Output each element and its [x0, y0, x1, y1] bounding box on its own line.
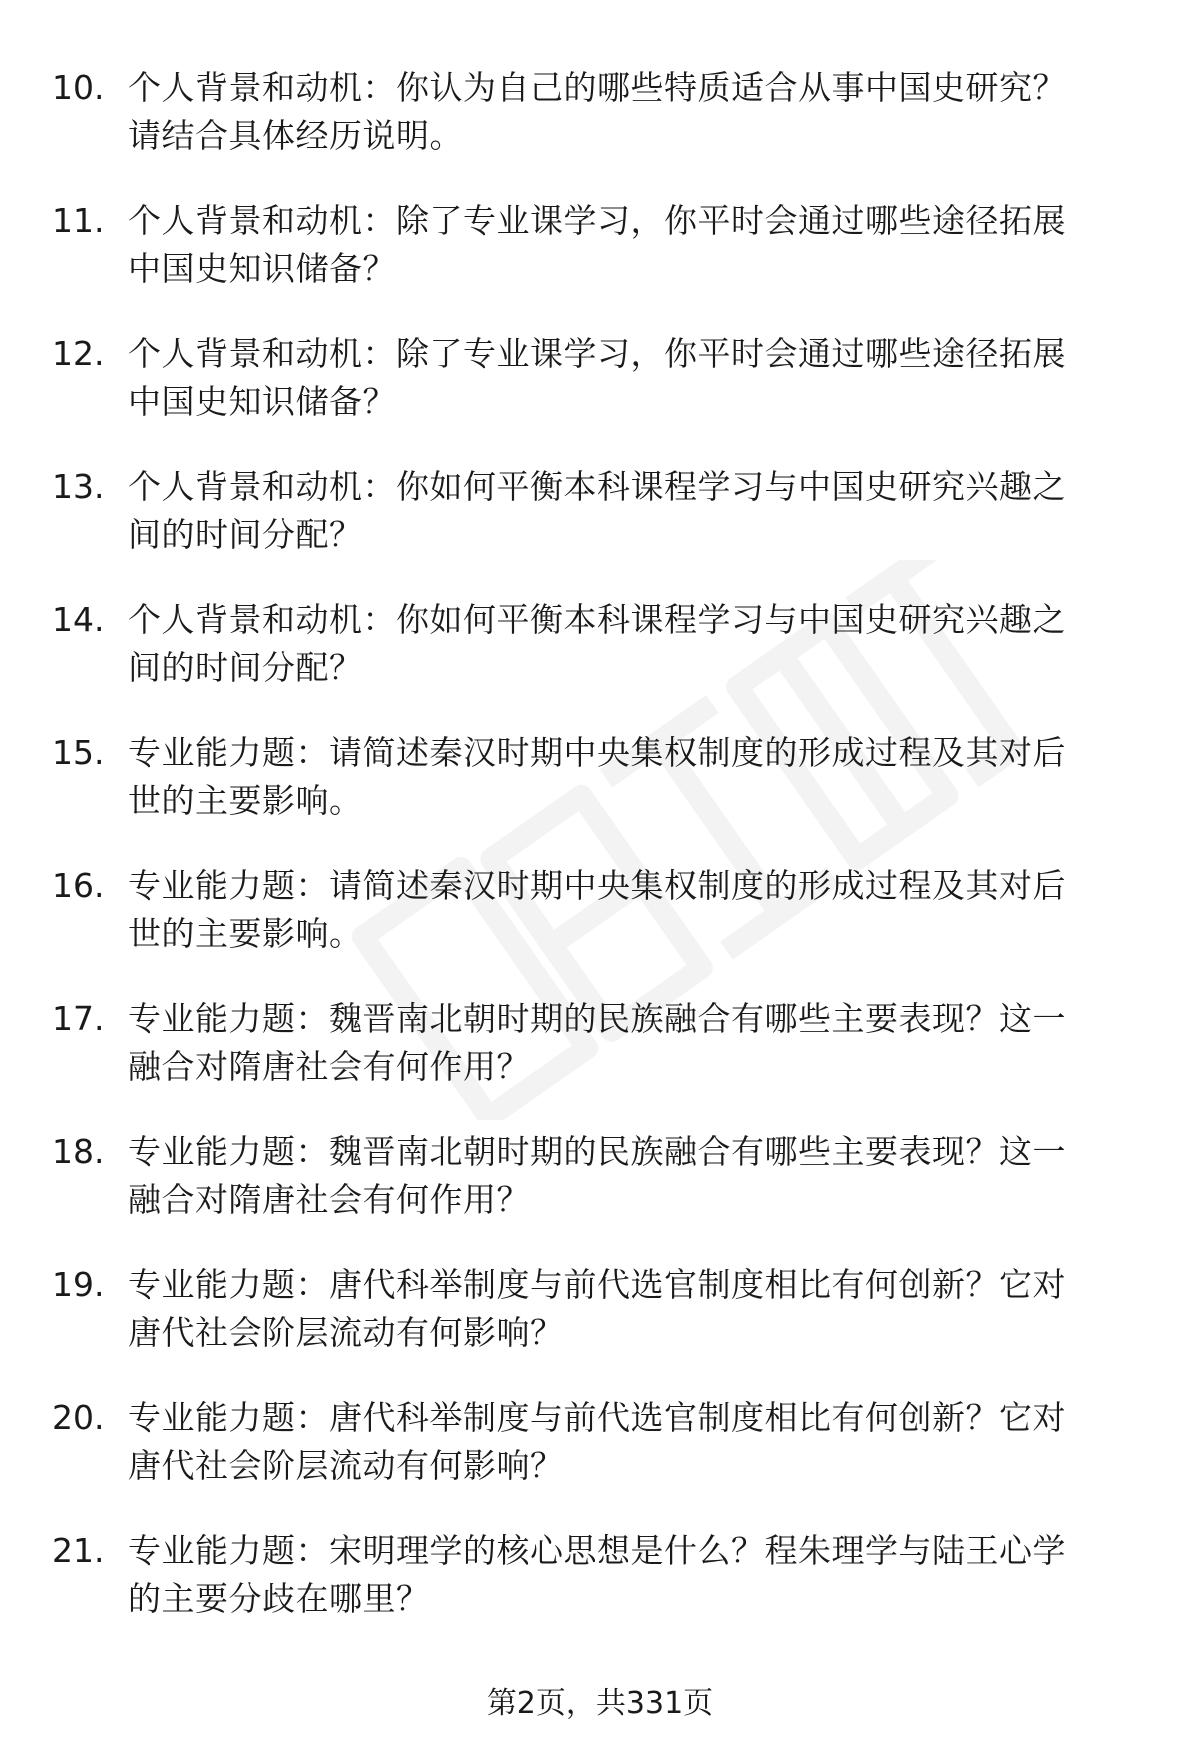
question-item: [52, 463, 1142, 596]
question-text-line: 专业能力题：魏晋南北朝时期的民族融合有哪些主要表现？这一: [128, 999, 1066, 1038]
question-item: [52, 64, 1142, 197]
question-text: [128, 995, 1140, 1091]
question-number: 21.: [52, 1531, 105, 1570]
question-number: 12.: [52, 334, 105, 373]
question-text-line: 世的主要影响。: [128, 914, 363, 953]
question-text: [128, 197, 1140, 293]
question-text-line: 专业能力题：魏晋南北朝时期的民族融合有哪些主要表现？这一: [128, 1132, 1066, 1171]
question-number: 16.: [52, 866, 105, 905]
question-text-line: 间的时间分配？: [128, 648, 363, 687]
question-number: 15.: [52, 733, 105, 772]
question-item: [52, 1394, 1142, 1527]
question-text-line: 专业能力题：唐代科举制度与前代选官制度相比有何创新？它对: [128, 1265, 1066, 1304]
question-number: 10.: [52, 68, 105, 107]
question-text-line: 个人背景和动机：除了专业课学习，你平时会通过哪些途径拓展: [128, 334, 1066, 373]
question-text-line: 中国史知识储备？: [128, 249, 396, 288]
question-text: [128, 596, 1140, 692]
question-list: [52, 64, 1142, 1660]
question-text: [128, 330, 1140, 426]
question-number: 20.: [52, 1398, 105, 1437]
question-item: [52, 1261, 1142, 1394]
question-text-line: 世的主要影响。: [128, 781, 363, 820]
question-number: 11.: [52, 201, 105, 240]
question-item: [52, 729, 1142, 862]
question-text-line: 专业能力题：唐代科举制度与前代选官制度相比有何创新？它对: [128, 1398, 1066, 1437]
question-text: [128, 64, 1140, 160]
question-number: 18.: [52, 1132, 105, 1171]
question-text-line: 融合对隋唐社会有何作用？: [128, 1180, 530, 1219]
question-number: 17.: [52, 999, 105, 1038]
question-item: [52, 995, 1142, 1128]
question-text-line: 的主要分歧在哪里？: [128, 1579, 430, 1618]
question-text-line: 请结合具体经历说明。: [128, 116, 463, 155]
question-text-line: 唐代社会阶层流动有何影响？: [128, 1313, 564, 1352]
question-text-line: 专业能力题：请简述秦汉时期中央集权制度的形成过程及其对后: [128, 733, 1066, 772]
question-text-line: 专业能力题：宋明理学的核心思想是什么？程朱理学与陆王心学: [128, 1531, 1066, 1570]
question-text: [128, 463, 1140, 559]
question-text-line: 专业能力题：请简述秦汉时期中央集权制度的形成过程及其对后: [128, 866, 1066, 905]
question-number: 19.: [52, 1265, 105, 1304]
question-text-line: 个人背景和动机：你如何平衡本科课程学习与中国史研究兴趣之: [128, 600, 1066, 639]
question-text: [128, 862, 1140, 958]
question-text-line: 中国史知识储备？: [128, 382, 396, 421]
question-text: [128, 1128, 1140, 1224]
question-text-line: 个人背景和动机：你认为自己的哪些特质适合从事中国史研究？: [128, 68, 1066, 107]
question-item: [52, 330, 1142, 463]
page-number-footer: 第2页，共331页: [486, 1686, 714, 1721]
question-text-line: 个人背景和动机：除了专业课学习，你平时会通过哪些途径拓展: [128, 201, 1066, 240]
question-text-line: 间的时间分配？: [128, 515, 363, 554]
question-number: 13.: [52, 467, 105, 506]
question-text: [128, 1527, 1140, 1623]
question-item: [52, 1527, 1142, 1660]
question-text-line: 个人背景和动机：你如何平衡本科课程学习与中国史研究兴趣之: [128, 467, 1066, 506]
question-text: [128, 1394, 1140, 1490]
question-text-line: 融合对隋唐社会有何作用？: [128, 1047, 530, 1086]
question-item: [52, 862, 1142, 995]
question-number: 14.: [52, 600, 105, 639]
question-item: [52, 596, 1142, 729]
question-item: [52, 197, 1142, 330]
question-text: [128, 1261, 1140, 1357]
question-item: [52, 1128, 1142, 1261]
question-text: [128, 729, 1140, 825]
question-text-line: 唐代社会阶层流动有何影响？: [128, 1446, 564, 1485]
